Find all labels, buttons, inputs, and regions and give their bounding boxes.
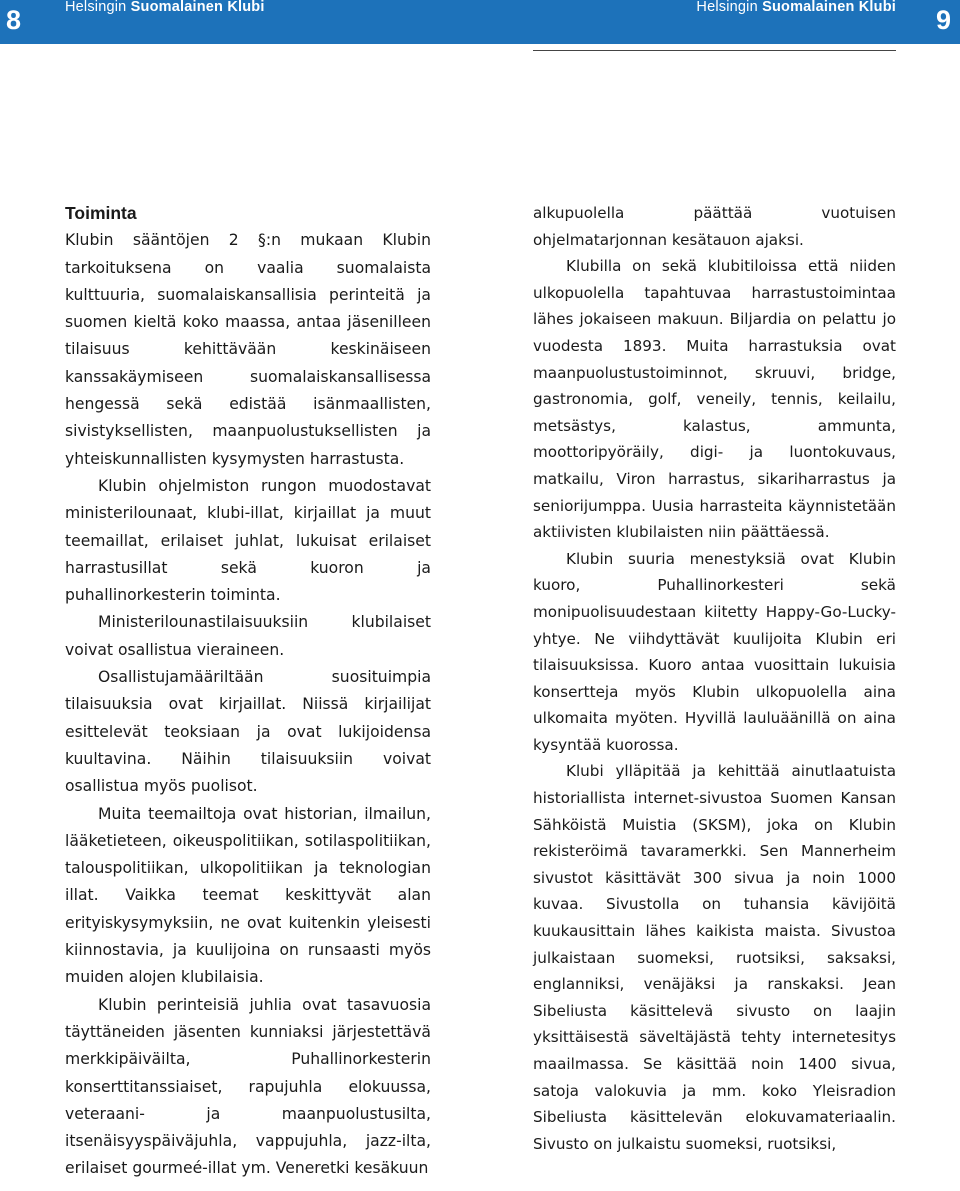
left-brand-bold: Suomalainen Klubi	[130, 0, 265, 15]
right-running-header	[696, 0, 896, 15]
paragraph: Klubin ohjelmiston rungon muodostavat ministerilounaat, klubi-illat, kirjaillat ja muut teemaillat, erilaiset juhlat, lukuisat erilaiset harrastusillat sekä kuoron ja puhallinorkesterin toiminta.	[65, 476, 431, 605]
header-divider	[533, 50, 896, 51]
paragraph: alkupuolella päättää vuotuisen ohjelmatarjonnan kesätauon ajaksi.	[533, 204, 896, 249]
section-heading: Toiminta	[65, 203, 137, 223]
left-brand-regular: Helsingin	[65, 0, 131, 15]
paragraph: Osallistujamääriltään suosituimpia tilaisuuksia ovat kirjaillat. Niissä kirjailijat esittelevät teoksiaan ja ovat lukijoidensa kuultavina. Näihin tilaisuuksiin voivat osallistua myös puolisot.	[65, 668, 431, 796]
left-page-number: 8	[6, 5, 22, 35]
paragraph: Klubin suuria menestyksiä ovat Klubin kuoro, Puhallinorkesteri sekä monipuolisuudestaan kiitetty Happy-Go-Lucky-yhtye. Ne viihdyttävät kuulijoita Klubin eri tilaisuuksissa. Kuoro antaa vuosittain lukuisia konsertteja myös Klubin ulkopuolella aina ulkomaita myöten. Hyvillä lauluäänillä on aina kysyntää kuorossa.	[533, 549, 896, 754]
right-column	[533, 200, 896, 1157]
paragraph: Klubilla on sekä klubitiloissa että niiden ulkopuolella tapahtuvaa harrastustoimintaa lähes jokaiseen makuun. Biljardia on pelattu jo vuodesta 1893. Muita harrastuksia ovat maanpuolustustoiminnot, skruuvi, bridge, gastronomia, golf, veneily, tennis, keilailu, metsästys, kalastus, ammunta, moottoripyöräily, digi- ja luontokuvaus, matkailu, Viron harrastus, sikariharrastus ja seniorijumppa. Uusia harrasteita käynnistetään aktiivisten klubilaisten niin päättäessä.	[533, 257, 896, 542]
paragraph: Klubi ylläpitää ja kehittää ainutlaatuista historiallista internet-sivustoa Suomen Kansan Sähköistä Muistia (SKSM), joka on Klubin rekisteröimä tavaramerkki. Sen Mannerheim sivustot käsittävät 300 sivua ja noin 1000 kuvaa. Sivustolla on tuhansia kävijöitä kuukausittain lähes kaikista maista. Sivustoa julkaistaan suomeksi, ruotsiksi, saksaksi, englanniksi, venäjäksi ja ranskaksi. Jean Sibeliusta käsittelevä sivusto on laajin yksittäisestä säveltäjästä tehty internetesitys maailmassa. Se käsittää noin 1400 sivua, satoja valokuvia ja mm. koko Yleisradion Sibeliusta käsittelevän elokuvamateriaalin. Sivusto on julkaistu suomeksi, ruotsiksi,	[533, 762, 896, 1153]
page-header	[0, 0, 960, 44]
paragraph: Ministerilounastilaisuuksiin klubilaiset voivat osallistua vieraineen.	[65, 613, 431, 659]
paragraph: Klubin sääntöjen 2 §:n mukaan Klubin tarkoituksena on vaalia suomalaista kulttuuria, suomalaiskansallisia perinteitä ja suomen kieltä koko maassa, antaa jäsenilleen tilaisuus kehittävään keskinäiseen kanssakäymiseen suomalaiskansallisessa hengessä sekä edistää isänmaallisten, sivistyksellisten, maanpuolustuksellisten ja yhteiskunnallisten kysymysten harrastusta.	[65, 231, 431, 468]
right-brand-regular: Helsingin	[696, 0, 763, 15]
right-page-number: 9	[935, 5, 951, 35]
left-running-header	[65, 0, 265, 15]
right-brand-bold: Suomalainen Klubi	[762, 0, 896, 15]
left-column	[65, 200, 431, 1183]
paragraph: Muita teemailtoja ovat historian, ilmailun, lääketieteen, oikeuspolitiikan, sotilaspolitiikan, talouspolitiikan, ulkopolitiikan ja teknologian illat. Vaikka teemat keskittyvät alan erityiskysymyksiin, ne ovat kuitenkin yleisesti kiinnostavia, ja kuulijoina on runsaasti myös muiden alojen klubilaisia.	[65, 804, 431, 987]
paragraph: Klubin perinteisiä juhlia ovat tasavuosia täyttäneiden jäsenten kunniaksi järjestettävä merkkipäiväilta, Puhallinorkesterin konserttitanssiaiset, rapujuhla elokuussa, veteraani- ja maanpuolustusilta, itsenäisyyspäiväjuhla, vappujuhla, jazz-ilta, erilaiset gourmeé-illat ym. Veneretki kesäkuun	[65, 995, 431, 1178]
